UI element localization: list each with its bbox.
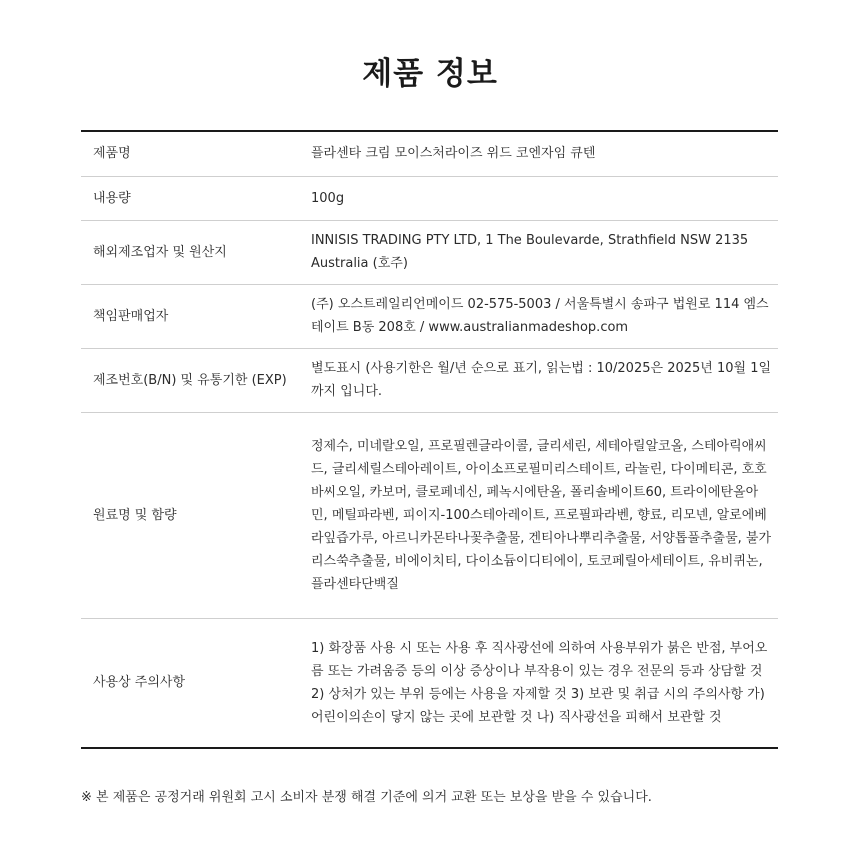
row-label: 내용량 <box>81 176 308 220</box>
row-label: 책임판매업자 <box>81 284 308 348</box>
row-label: 사용상 주의사항 <box>93 675 186 691</box>
row-value: 1) 화장품 사용 시 또는 사용 후 직사광선에 의하여 사용부위가 붉은 반점, 부어오름 또는 가려움증 등의 이상 증상이나 부작용이 있는 경우 전문의 등과 상담할 것 2) 상처가 있는 부위 등에는 사용을 자제할 것 3) 보관 및 취급 시의 주의사항 가) 어린이의손이 닿지 않는 곳에 보관할 것 나) 직사광선을 피해서 보관할 것 <box>311 640 768 725</box>
table-row-manufacturer-origin <box>81 220 778 284</box>
product-info-table <box>81 130 778 749</box>
row-value: 정제수, 미네랄오일, 프로필렌글라이콜, 글리세린, 세테아릴알코올, 스테아릭애씨드, 글리세릴스테아레이트, 아이소프로필미리스테이트, 라놀린, 다이메티콘, 호호바씨오일, 카보머, 클로페네신, 페녹시에탄올, 폴리솔베이트60, 트라이에탄올아민, 메틸파라벤, 피이지-100스테아레이트, 프로필파라벤, 향료, 리모넨, 알로에베라잎즙가루, 아르니카몬타나꽃추출물, 겐티아나뿌리추출물, 서양톱풀추출물, 불가리스쑥추출물, 비에이치티, 다이소듐이디티에이, 토코페릴아세테이트, 유비퀴논, 플라센타단백질 <box>308 412 778 618</box>
table-row-ingredients <box>81 412 778 618</box>
row-label: 원료명 및 함량 <box>81 412 308 618</box>
exchange-notice: ※ 본 제품은 공정거래 위원회 고시 소비자 분쟁 해결 기준에 의거 교환 또는 보상을 받을 수 있습니다. <box>81 790 652 805</box>
table-row-responsible-seller <box>81 284 778 348</box>
row-value: (주) 오스트레일리언메이드 02-575-5003 / 서울특별시 송파구 법원로 114 엠스테이트 B동 208호 / www.australianmadeshop.com <box>308 284 778 348</box>
table-row-usage-cautions <box>81 618 778 748</box>
row-value: 플라센타 크림 모이스처라이즈 위드 코엔자임 큐텐 <box>308 131 778 176</box>
row-label: 해외제조업자 및 원산지 <box>81 220 308 284</box>
page-title: 제품 정보 <box>362 56 498 92</box>
row-value: 100g <box>308 176 778 220</box>
row-label: 제품명 <box>81 131 308 176</box>
table-row-product-name <box>81 131 778 176</box>
table-row-batch-expiry <box>81 348 778 412</box>
row-value: 별도표시 (사용기한은 월/년 순으로 표기, 읽는법 : 10/2025은 2025년 10월 1일 까지 입니다. <box>308 348 778 412</box>
table-row-volume <box>81 176 778 220</box>
row-label: 제조번호(B/N) 및 유통기한 (EXP) <box>81 348 308 412</box>
row-value: INNISIS TRADING PTY LTD, 1 The Boulevarde, Strathfield NSW 2135 Australia (호주) <box>308 220 778 284</box>
